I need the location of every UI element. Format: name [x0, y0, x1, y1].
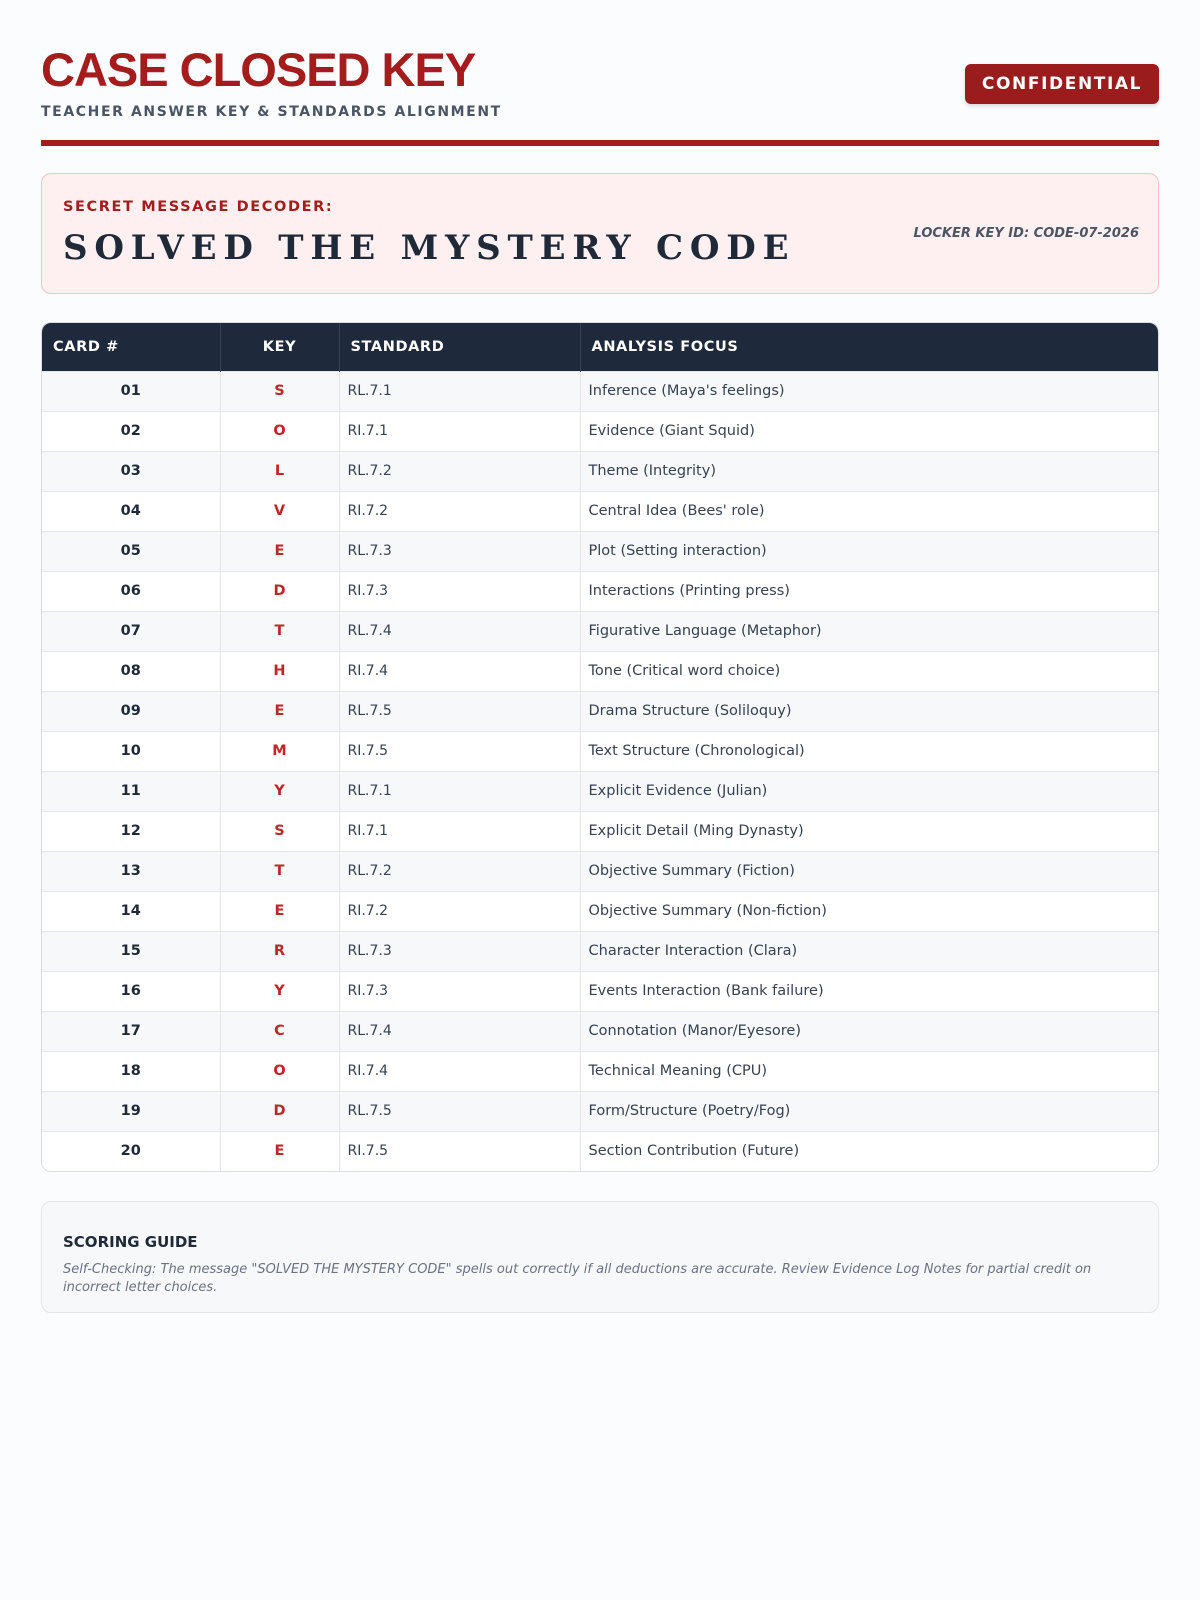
table-row [42, 771, 1158, 811]
analysis-focus-cell: Text Structure (Chronological) [580, 731, 1158, 771]
card-number-cell: 14 [42, 891, 220, 931]
analysis-focus-cell: Tone (Critical word choice) [580, 651, 1158, 691]
standard-cell: RI.7.2 [339, 491, 580, 531]
analysis-focus-cell: Evidence (Giant Squid) [580, 411, 1158, 451]
key-letter-cell: S [220, 811, 339, 851]
standard-cell: RI.7.1 [339, 411, 580, 451]
table-row [42, 571, 1158, 611]
standard-cell: RL.7.3 [339, 531, 580, 571]
analysis-focus-cell: Form/Structure (Poetry/Fog) [580, 1091, 1158, 1131]
card-number-cell: 13 [42, 851, 220, 891]
analysis-focus-cell: Figurative Language (Metaphor) [580, 611, 1158, 651]
page-title: CASE CLOSED KEY [41, 43, 476, 96]
standard-cell: RL.7.2 [339, 851, 580, 891]
analysis-focus-cell: Section Contribution (Future) [580, 1131, 1158, 1171]
key-letter-cell: O [220, 1051, 339, 1091]
analysis-focus-cell: Character Interaction (Clara) [580, 931, 1158, 971]
key-letter-cell: M [220, 731, 339, 771]
table-row [42, 691, 1158, 731]
standard-cell: RI.7.3 [339, 571, 580, 611]
column-header-key: KEY [220, 323, 339, 371]
decoded-message: SOLVED THE MYSTERY CODE [63, 228, 796, 268]
standard-cell: RI.7.5 [339, 1131, 580, 1171]
card-number-cell: 03 [42, 451, 220, 491]
table-row [42, 971, 1158, 1011]
key-letter-cell: V [220, 491, 339, 531]
column-header-standard: STANDARD [339, 323, 580, 371]
key-letter-cell: H [220, 651, 339, 691]
analysis-focus-cell: Connotation (Manor/Eyesore) [580, 1011, 1158, 1051]
standard-cell: RI.7.3 [339, 971, 580, 1011]
standard-cell: RL.7.1 [339, 771, 580, 811]
column-header-analysis-focus: ANALYSIS FOCUS [591, 338, 739, 355]
standard-cell: RL.7.2 [339, 451, 580, 491]
key-letter-cell: D [220, 1091, 339, 1131]
key-letter-cell: E [220, 891, 339, 931]
card-number-cell: 15 [42, 931, 220, 971]
analysis-focus-cell: Events Interaction (Bank failure) [580, 971, 1158, 1011]
locker-key-id: LOCKER KEY ID: CODE-07-2026 [913, 226, 1139, 241]
key-letter-cell: S [220, 371, 339, 411]
table-row [42, 931, 1158, 971]
card-number-cell: 20 [42, 1131, 220, 1171]
answer-key-table [41, 322, 1159, 1172]
table-row [42, 1051, 1158, 1091]
answer-key-page [41, 0, 1159, 1295]
card-number-cell: 18 [42, 1051, 220, 1091]
standard-cell: RI.7.5 [339, 731, 580, 771]
table-row [42, 731, 1158, 771]
key-letter-cell: T [220, 851, 339, 891]
analysis-focus-cell: Central Idea (Bees' role) [580, 491, 1158, 531]
standard-cell: RL.7.4 [339, 1011, 580, 1051]
key-letter-cell: R [220, 931, 339, 971]
table-row [42, 811, 1158, 851]
secret-message-decoder [41, 173, 1159, 294]
scoring-guide-title: SCORING GUIDE [63, 1233, 198, 1251]
table-row [42, 1011, 1158, 1051]
column-header-card: CARD # [42, 323, 220, 371]
key-letter-cell: E [220, 531, 339, 571]
analysis-focus-cell: Interactions (Printing press) [580, 571, 1158, 611]
analysis-focus-cell: Explicit Detail (Ming Dynasty) [580, 811, 1158, 851]
analysis-focus-cell: Technical Meaning (CPU) [580, 1051, 1158, 1091]
standard-cell: RL.7.1 [339, 371, 580, 411]
analysis-focus-cell: Theme (Integrity) [580, 451, 1158, 491]
table-row [42, 651, 1158, 691]
page-header [41, 0, 1159, 146]
standard-cell: RI.7.1 [339, 811, 580, 851]
analysis-focus-cell: Inference (Maya's feelings) [580, 371, 1158, 411]
page-subtitle: TEACHER ANSWER KEY & STANDARDS ALIGNMENT [41, 104, 502, 120]
card-number-cell: 11 [42, 771, 220, 811]
standard-cell: RL.7.4 [339, 611, 580, 651]
key-letter-cell: L [220, 451, 339, 491]
card-number-cell: 09 [42, 691, 220, 731]
card-number-cell: 12 [42, 811, 220, 851]
standard-cell: RL.7.5 [339, 691, 580, 731]
scoring-guide-note: Self-Checking: The message "SOLVED THE MYSTERY CODE" spells out correctly if all deductions are accurate. Review Evidence Log Notes for partial credit on incorrect letter choices. [63, 1262, 1092, 1295]
analysis-focus-cell: Objective Summary (Non-fiction) [580, 891, 1158, 931]
card-number-cell: 19 [42, 1091, 220, 1131]
standard-cell: RI.7.4 [339, 651, 580, 691]
table-row [42, 611, 1158, 651]
table-row [42, 1091, 1158, 1131]
card-number-cell: 02 [42, 411, 220, 451]
table-row [42, 1131, 1158, 1171]
table-header-row [42, 323, 1158, 371]
key-letter-cell: E [220, 1131, 339, 1171]
standard-cell: RL.7.5 [339, 1091, 580, 1131]
standard-cell: RL.7.3 [339, 931, 580, 971]
card-number-cell: 01 [42, 371, 220, 411]
table-row [42, 451, 1158, 491]
scoring-guide [41, 1201, 1159, 1313]
key-letter-cell: D [220, 571, 339, 611]
card-number-cell: 16 [42, 971, 220, 1011]
card-number-cell: 17 [42, 1011, 220, 1051]
key-letter-cell: T [220, 611, 339, 651]
analysis-focus-cell: Drama Structure (Soliloquy) [580, 691, 1158, 731]
key-letter-cell: Y [220, 771, 339, 811]
key-letter-cell: Y [220, 971, 339, 1011]
analysis-focus-cell: Explicit Evidence (Julian) [580, 771, 1158, 811]
analysis-focus-cell: Objective Summary (Fiction) [580, 851, 1158, 891]
analysis-focus-cell: Plot (Setting interaction) [580, 531, 1158, 571]
card-number-cell: 10 [42, 731, 220, 771]
card-number-cell: 06 [42, 571, 220, 611]
key-letter-cell: C [220, 1011, 339, 1051]
confidential-badge: CONFIDENTIAL [965, 64, 1159, 104]
decoder-label: SECRET MESSAGE DECODER: [63, 199, 334, 215]
card-number-cell: 05 [42, 531, 220, 571]
table-row [42, 851, 1158, 891]
table-row [42, 491, 1158, 531]
table-row [42, 371, 1158, 411]
table-row [42, 531, 1158, 571]
card-number-cell: 04 [42, 491, 220, 531]
table-row [42, 411, 1158, 451]
card-number-cell: 07 [42, 611, 220, 651]
table-row [42, 891, 1158, 931]
key-letter-cell: O [220, 411, 339, 451]
key-letter-cell: E [220, 691, 339, 731]
standard-cell: RI.7.4 [339, 1051, 580, 1091]
standard-cell: RI.7.2 [339, 891, 580, 931]
card-number-cell: 08 [42, 651, 220, 691]
